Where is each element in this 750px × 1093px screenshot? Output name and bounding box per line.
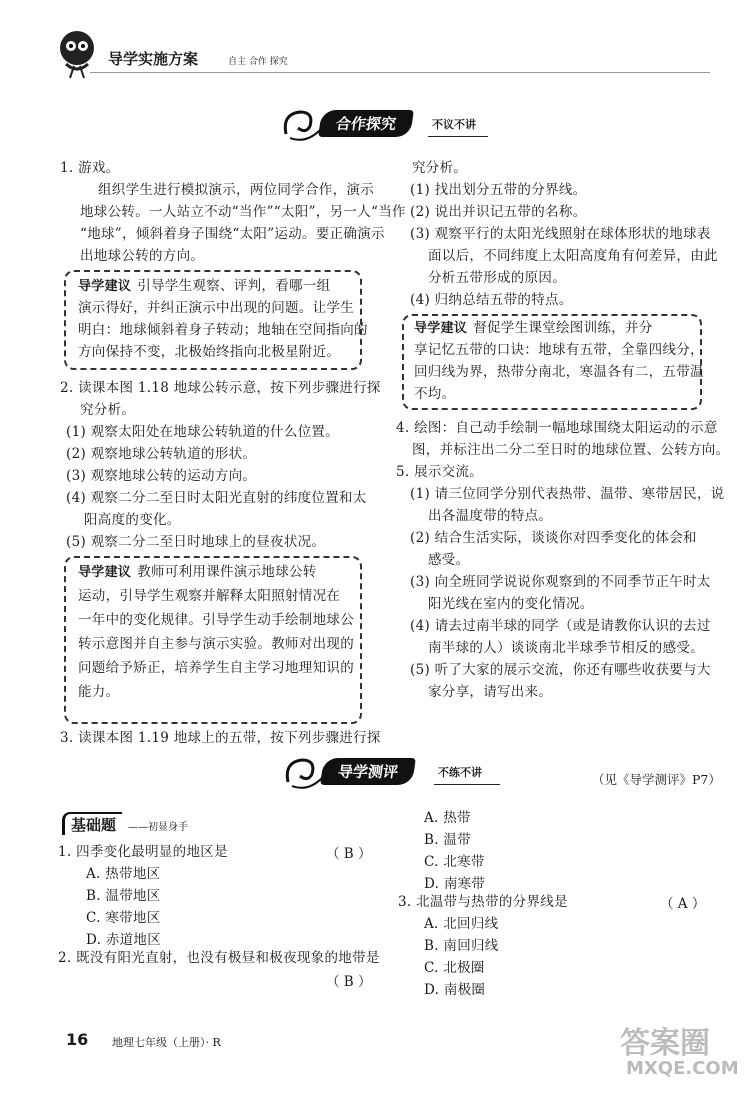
answer-blank[interactable]: （ B ） [326, 846, 372, 862]
basic-heading [58, 812, 258, 836]
text-line: (1) 观察太阳处在地球公转轨道的什么位置。 [66, 424, 340, 440]
text-line: 阳高度的变化。 [84, 512, 181, 528]
guide-tag: 导学建议 [414, 321, 468, 336]
text-line: 2. 读课本图 1.18 地球公转示意，按下列步骤进行探 [60, 380, 381, 396]
text-line: (5) 听了大家的展示交流，你还有哪些收获要与大 [410, 662, 711, 678]
basic-title: 基础题 [62, 812, 122, 835]
guide-line: 问题给予矫正，培养学生自主学习地理知识的 [78, 660, 354, 676]
text-line: 1. 游戏。 [60, 160, 120, 176]
watermark-url: MXQE.COM [626, 1058, 739, 1079]
question-stem: 1. 四季变化最明显的地区是 [58, 844, 228, 860]
page-number: 16 [66, 1030, 89, 1049]
text-line: (2) 结合生活实际，谈谈你对四季变化的体会和 [410, 530, 697, 546]
header-rule [90, 72, 710, 73]
text-line: 阳光线在室内的变化情况。 [428, 596, 594, 612]
text-line: 南半球的人）谈谈南北半球季节相反的感受。 [428, 640, 704, 656]
guide-line: 导学建议 督促学生课堂绘图训练，并分 [414, 318, 653, 340]
text-line: 分析五带形成的原因。 [428, 270, 566, 286]
text-line: 组织学生进行模拟演示，两位同学合作，演示 [98, 182, 374, 198]
guide-line: 能力。 [78, 684, 120, 700]
text-line: (4) 归纳总结五带的特点。 [410, 292, 573, 308]
text-line: (3) 观察平行的太阳光线照射在球体形状的地球表 [410, 226, 711, 242]
guide-line: 一年中的变化规律。引导学生动手绘制地球公 [78, 612, 354, 628]
option: D. 南极圈 [424, 982, 486, 998]
text-line: 4. 绘图：自己动手绘制一幅地球围绕太阳运动的示意 [396, 420, 718, 436]
guide-line: 导学建议 教师可利用课件演示地球公转 [78, 562, 317, 584]
watermark-logo: 答案圈 [620, 1026, 710, 1061]
section-subtitle: 不议不讲 [432, 118, 476, 131]
text-line: 究分析。 [412, 160, 468, 176]
text-line: 图，并标注出二分二至日时的地球位置、公转方向。 [412, 442, 730, 458]
text-line: 究分析。 [80, 402, 136, 418]
guide-line: 转示意图并自主参与演示实验。教师对出现的 [78, 636, 354, 652]
option: B. 温带 [424, 832, 472, 848]
guide-line: 运动，引导学生观察并解释太阳照射情况在 [78, 588, 341, 604]
text-line: (5) 观察二分二至日时地球上的昼夜状况。 [66, 534, 326, 550]
guide-line: 享记忆五带的口诀：地球有五带，全靠四线分， [414, 342, 704, 358]
answer-blank[interactable]: （ B ） [326, 974, 372, 990]
option: A. 热带地区 [86, 866, 161, 882]
text-line: (4) 请去过南半球的同学（或是请教你认识的去过 [410, 618, 711, 634]
option: C. 北寒带 [424, 854, 485, 870]
text-line: (3) 向全班同学说说你观察到的不同季节正午时太 [410, 574, 711, 590]
option: B. 南回归线 [424, 938, 499, 954]
swirl-icon [282, 752, 326, 792]
option: D. 南寒带 [424, 876, 486, 892]
text-line: (1) 请三位同学分别代表热带、温带、寒带居民，说 [410, 486, 725, 502]
guide-line: 不均。 [414, 386, 456, 402]
section-banner-cooperative [280, 104, 500, 144]
option: C. 寒带地区 [86, 910, 161, 926]
text-line: 面以后，不同纬度上太阳高度角有何差异，由此 [428, 248, 718, 264]
guide-line: 方向保持不变，北极始终指向北极星附近。 [78, 344, 341, 360]
text-line: (2) 观察地球公转轨道的形状。 [66, 446, 257, 462]
text-line: (3) 观察地球公转的运动方向。 [66, 468, 257, 484]
guide-line: 回归线为界，热带分南北，寒温各有二，五带温 [414, 364, 704, 380]
text-line: (4) 观察二分二至日时太阳光直射的纬度位置和太 [66, 490, 367, 506]
option: B. 温带地区 [86, 888, 161, 904]
footer-book: 地理七年级（上册）· R [112, 1036, 221, 1049]
question-stem: 3. 北温带与热带的分界线是 [398, 894, 568, 910]
option: D. 赤道地区 [86, 932, 162, 948]
text-line: 出各温度带的特点。 [428, 508, 553, 524]
guide-line: 导学建议 引导学生观察、评判，看哪一组 [78, 276, 330, 298]
guide-tag: 导学建议 [78, 279, 132, 294]
assessment-reference: （见《导学测评》P7） [592, 772, 721, 787]
header-title: 导学实施方案 [108, 50, 199, 68]
text-line: 地球公转。一人站立不动“当作”“太阳”，另一人“当作 [80, 204, 406, 220]
text-line: 感受。 [428, 552, 470, 568]
section-title: 合作探究 [318, 110, 414, 137]
option: C. 北极圈 [424, 960, 485, 976]
answer-blank[interactable]: （ A ） [660, 896, 706, 912]
header-tags: 自主 合作 探究 [228, 57, 288, 67]
text-line: 家分享，请写出来。 [428, 684, 553, 700]
text-line: (1) 找出划分五带的分界线。 [410, 182, 587, 198]
option: A. 北回归线 [424, 916, 499, 932]
section-banner-assessment [282, 752, 512, 792]
text-line: 出地球公转的方向。 [80, 248, 205, 264]
guide-tag: 导学建议 [78, 565, 132, 580]
basic-subtitle: ——初显身手 [128, 822, 188, 833]
text-line: (2) 说出并识记五带的名称。 [410, 204, 587, 220]
text-line: 3. 读课本图 1.19 地球上的五带，按下列步骤进行探 [60, 730, 381, 746]
guide-line: 明白：地球倾斜着身子转动；地轴在空间指向的 [78, 322, 368, 338]
section-title: 导学测评 [320, 758, 416, 785]
guide-line: 演示得好，并纠正演示中出现的问题。让学生 [78, 300, 354, 316]
text-line: “地球”，倾斜着身子围绕“太阳”运动。要正确演示 [80, 226, 385, 242]
option: A. 热带 [424, 810, 471, 826]
text-line: 5. 展示交流。 [396, 464, 484, 480]
question-stem: 2. 既没有阳光直射，也没有极昼和极夜现象的地带是 [58, 950, 380, 966]
section-subtitle: 不练不讲 [438, 766, 482, 779]
swirl-icon [280, 104, 324, 144]
